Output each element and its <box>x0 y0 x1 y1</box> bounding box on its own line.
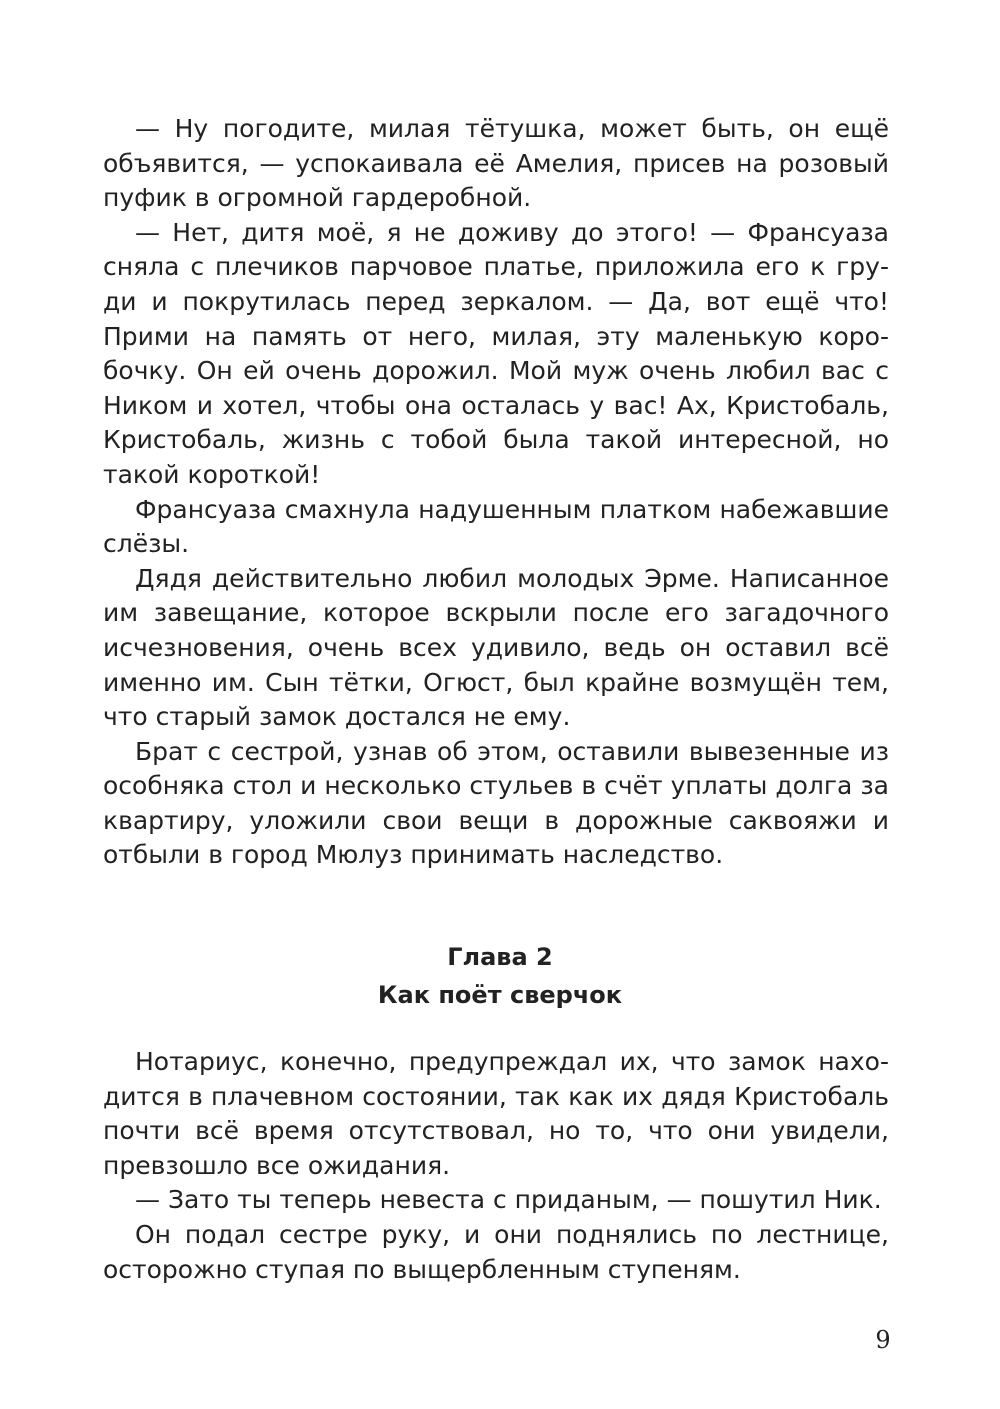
paragraph: Франсуаза смахнула надушенным платком набежавшие слёзы. <box>103 494 889 559</box>
text-block-bottom <box>103 1045 889 1287</box>
paragraph: Нотариус, конечно, предупреждал их, что замок находится в плачевном состоянии, так как их дядя Кристобаль почти всё время отсутствовал, но то, что они увидели, превзошло все ожидания. <box>103 1047 889 1180</box>
paragraph: Дядя действительно любил молодых Эрме. Написанное им завещание, которое вскрыли после его загадочного исчезновения, очень всех удивило, ведь он оставил всё именно им. Сын тётки, Огюст, был крайне возмущён тем, что старый замок достался не ему. <box>103 563 889 732</box>
paragraph: — Ну погодите, милая тётушка, может быть, он ещё объявится, — успокаивала её Амелия, присев на розовый пуфик в огромной гардеробной. <box>103 114 889 213</box>
text-block-top <box>103 112 889 873</box>
chapter-number: Глава 2 <box>447 943 553 971</box>
chapter-title: Как поёт сверчок <box>377 981 623 1009</box>
paragraph: Он подал сестре руку, и они поднялись по лестнице, осторожно ступая по выщербленным ступеням. <box>103 1219 889 1284</box>
paragraph: — Зато ты теперь невеста с приданым, — пошутил Ник. <box>135 1185 882 1215</box>
paragraph: Брат с сестрой, узнав об этом, оставили вывезенные из особняка стол и несколько стульев в счёт уплаты долга за квартиру, уложили свои вещи в дорожные саквояжи и отбыли в город Мюлуз принимать наследство. <box>103 736 889 870</box>
paragraph: — Нет, дитя моё, я не доживу до этого! — Франсуаза сняла с плечиков парчовое платье, приложила его к груди и покрутилась перед зеркалом. — Да, вот ещё что! Прими на память от него, милая, эту маленькую коробочку. Он ей очень дорожил. Мой муж очень любил вас с Ником и хотел, чтобы она осталась у вас! Ах, Кристобаль, Кристобаль, жизнь с тобой была такой интересной, но такой короткой! <box>103 217 889 489</box>
page-number: 9 <box>875 1326 891 1354</box>
